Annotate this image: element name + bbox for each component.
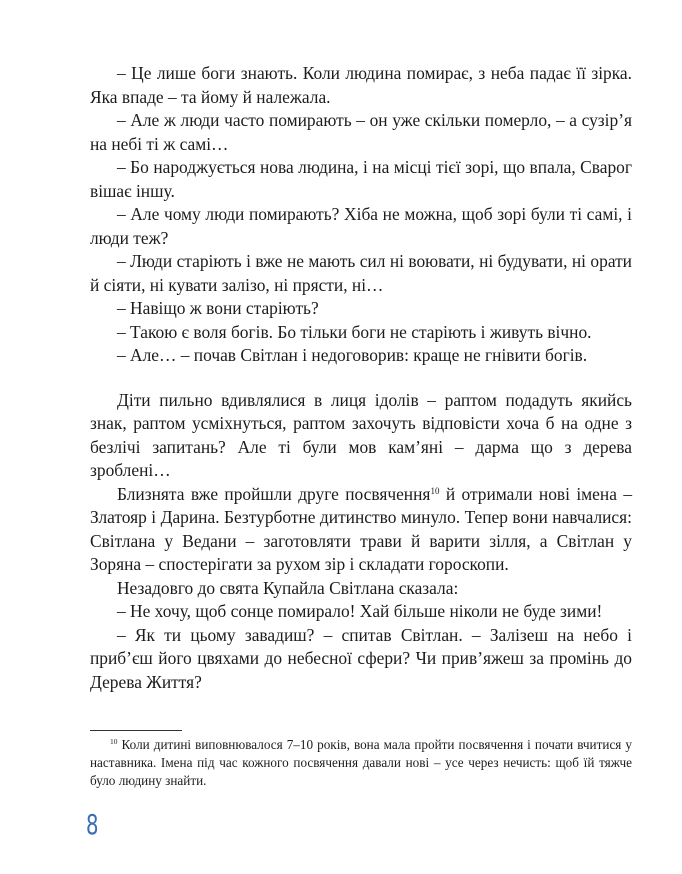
- paragraph: – Це лише боги знають. Коли людина помирає, з неба падає її зірка. Яка впаде – та йому й належала.: [90, 63, 632, 107]
- paragraph-text: й отримали нові імена – Златояр і Дарина. Безтурботне дитинство минуло. Тепер вони навчалися: Світлана у Ведани – заготовляти трави й варити зілля, а Світлан у Зоряна – спостерігати за рухом зір і складати гороскопи.: [90, 483, 633, 574]
- paragraph-text: Близнята вже пройшли друге посвячення: [117, 483, 431, 504]
- paragraph-initiation: [90, 483, 632, 577]
- paragraph: – Навіщо ж вони старіють?: [117, 298, 319, 318]
- footnote-body: Коли дитині виповнювалося 7–10 років, вона мала пройти посвячення і почати вчитися у наставника. Імена під час кожного посвячення давали нові – усе через нечисть: щоб їй тяжче було людину знайти.: [90, 737, 632, 788]
- footnote-reference[interactable]: 10: [430, 485, 440, 496]
- main-text: [90, 62, 632, 694]
- footnote-marker: 10: [110, 737, 118, 746]
- paragraph: – Такою є воля богів. Бо тільки боги не старіють і живуть вічно.: [117, 321, 592, 342]
- paragraph: – Як ти цьому завадиш? – спитав Світлан. – Залізеш на небо і приб’єш його цвяхами до небесної сфери? Чи прив’яжеш за промінь до Дерева Життя?: [90, 624, 632, 692]
- paragraph: – Але… – почав Світлан і недоговорив: краще не гнівити богів.: [117, 345, 588, 365]
- paragraph: Незадовго до свята Купайла Світлана сказала:: [117, 577, 459, 598]
- footnote-divider: [90, 730, 182, 731]
- footnote: [90, 736, 632, 790]
- paragraph: – Але ж люди часто помирають – он уже скільки померло, – а сузір’я на небі ті ж самі…: [90, 110, 632, 154]
- footnote-text: [90, 736, 632, 790]
- paragraph: Діти пильно вдивлялися в лиця ідолів – раптом подадуть якийсь знак, раптом усміхнуться, раптом захочуть відповісти хоча б на одне з безлічі запитань? Але ті були мов кам’яні – дарма що з дерева зроблені…: [90, 389, 632, 480]
- paragraph: – Не хочу, щоб сонце помирало! Хай більше ніколи не буде зими!: [117, 601, 603, 621]
- paragraph: – Бо народжується нова людина, і на місці тієї зорі, що впала, Сварог вішає іншу.: [90, 157, 632, 201]
- paragraph: – Люди старіють і вже не мають сил ні воювати, ні будувати, ні орати й сіяти, ні кувати залізо, ні прясти, ні…: [90, 251, 632, 295]
- page-number: 8: [86, 808, 99, 841]
- paragraph: – Але чому люди помирають? Хіба не можна, щоб зорі були ті самі, і люди теж?: [90, 204, 632, 248]
